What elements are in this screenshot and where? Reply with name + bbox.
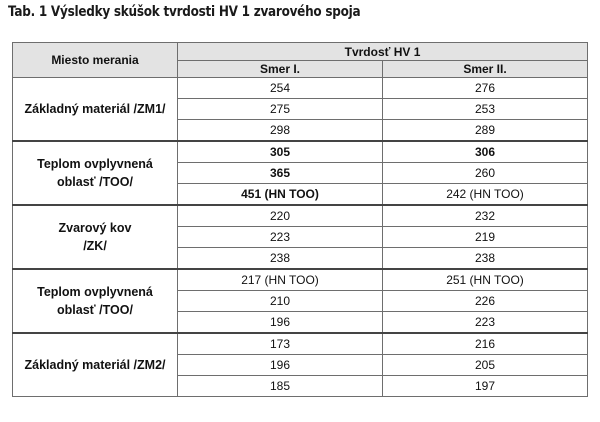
table-row — [13, 78, 588, 99]
hardness-value-dir1: 223 — [178, 227, 383, 248]
header-hardness: Tvrdosť HV 1 — [178, 43, 588, 61]
header-direction-2: Smer II. — [383, 61, 588, 78]
location-line: oblasť /TOO/ — [57, 303, 133, 317]
hardness-value-dir2: 238 — [383, 248, 588, 270]
hardness-value-dir2: 216 — [383, 333, 588, 355]
location-cell — [13, 78, 178, 142]
location-line: Teplom ovplyvnená — [37, 285, 153, 299]
hardness-table — [12, 42, 588, 397]
table-row — [13, 269, 588, 291]
hardness-value-dir1: 365 — [178, 163, 383, 184]
hardness-value-dir1: 254 — [178, 78, 383, 99]
hardness-value-dir2: 289 — [383, 120, 588, 142]
hardness-value-dir2: 306 — [383, 141, 588, 163]
location-line: /ZK/ — [83, 239, 107, 253]
hardness-value-dir1: 210 — [178, 291, 383, 312]
location-line: oblasť /TOO/ — [57, 175, 133, 189]
header-row — [13, 43, 588, 61]
hardness-value-dir1: 220 — [178, 205, 383, 227]
hardness-value-dir2: 253 — [383, 99, 588, 120]
location-cell — [13, 141, 178, 205]
hardness-value-dir1: 196 — [178, 312, 383, 334]
header-direction-1: Smer I. — [178, 61, 383, 78]
hardness-value-dir1: 238 — [178, 248, 383, 270]
hardness-value-dir1: 217 (HN TOO) — [178, 269, 383, 291]
table-header — [13, 43, 588, 78]
hardness-value-dir1: 305 — [178, 141, 383, 163]
hardness-value-dir2: 242 (HN TOO) — [383, 184, 588, 206]
hardness-value-dir1: 275 — [178, 99, 383, 120]
location-cell — [13, 269, 178, 333]
hardness-value-dir2: 276 — [383, 78, 588, 99]
hardness-value-dir1: 451 (HN TOO) — [178, 184, 383, 206]
hardness-value-dir2: 260 — [383, 163, 588, 184]
table-caption: Tab. 1 Výsledky skúšok tvrdosti HV 1 zvarového spoja — [8, 4, 361, 20]
table-row — [13, 333, 588, 355]
location-line: Základný materiál /ZM1/ — [24, 102, 166, 116]
location-line: Zvarový kov — [58, 221, 132, 235]
hardness-value-dir2: 226 — [383, 291, 588, 312]
hardness-value-dir2: 251 (HN TOO) — [383, 269, 588, 291]
location-cell — [13, 333, 178, 397]
hardness-value-dir1: 196 — [178, 355, 383, 376]
table-body — [13, 78, 588, 397]
table-row — [13, 205, 588, 227]
hardness-value-dir2: 232 — [383, 205, 588, 227]
hardness-value-dir2: 197 — [383, 376, 588, 397]
hardness-value-dir2: 219 — [383, 227, 588, 248]
hardness-value-dir2: 205 — [383, 355, 588, 376]
hardness-value-dir2: 223 — [383, 312, 588, 334]
location-line: Základný materiál /ZM2/ — [24, 358, 166, 372]
hardness-value-dir1: 298 — [178, 120, 383, 142]
location-line: Teplom ovplyvnená — [37, 157, 153, 171]
hardness-value-dir1: 173 — [178, 333, 383, 355]
header-location: Miesto merania — [13, 43, 178, 78]
table-row — [13, 141, 588, 163]
hardness-value-dir1: 185 — [178, 376, 383, 397]
location-cell — [13, 205, 178, 269]
